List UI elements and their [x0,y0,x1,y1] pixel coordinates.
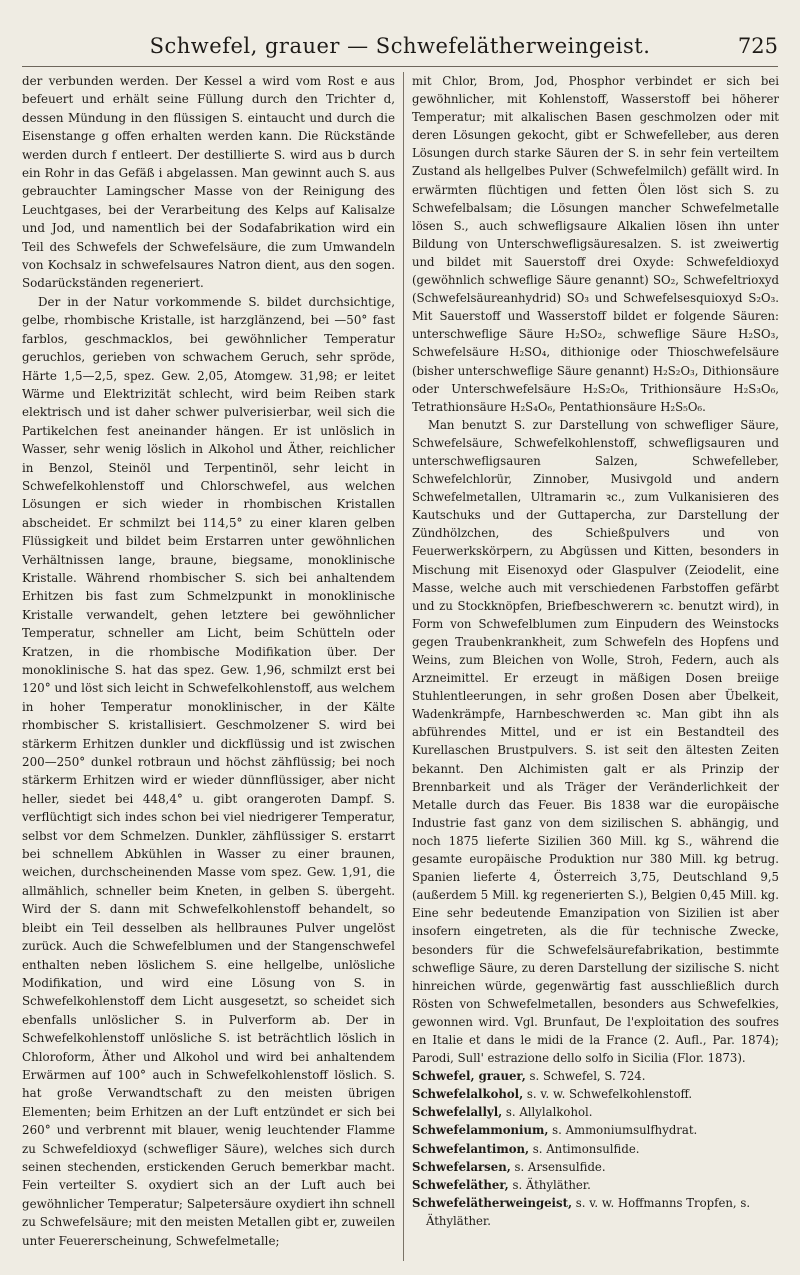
paragraph: der verbunden werden. Der Kessel a wird vom Rost e aus befeuert und erhält seine Füllung durch den Trichter d, dessen Mündung in den flüssigen S. eintaucht und durch die Eisenstange g offen erhalten werden kann. Die Rückstände werden durch f entleert. Der destillierte S. wird aus b durch ein Rohr in das Gefäß i abgelassen. Man gewinnt auch S. aus gebrauchter Lamingscher Masse von der Reinigung des Leuchtgases, bei der Verarbeitung des Kelps auf Kalisalze und Jod, und namentlich bei der Sodafabrikation wird ein Teil des Schwefels der Schwefelsäure, die zum Umwandeln von Kochsalz in schwefelsaures Natron dient, aus den sogen. Sodarückständen regeneriert. [22,74,395,291]
dictionary-entry [412,1140,779,1158]
entry-term: Schwefelalkohol, [412,1087,524,1102]
paragraph: Man benutzt S. zur Darstellung von schwefliger Säure, Schwefelsäure, Schwefelkohlenstoff, schwefligsauren und unterschwefligsauren Salzen, Schwefelleber, Schwefelchlorür, Zinnober, Musivgold und andern Schwefelmetallen, Ultramarin ꝛc., zum Vulkanisieren des Kautschuks und der Guttapercha, zur Darstellung der Zündhölzchen, des Schießpulvers und von Feuerwerkskörpern, zu Abgüssen und Kitten, besonders in Mischung mit Eisenoxyd oder Glaspulver (Zeiodelit, eine Masse, welche auch mit verschiedenen Farbstoffen gefärbt und zu Stockknöpfen, Briefbeschwerern ꝛc. benutzt wird), in Form von Schwefelblumen zum Einpudern des Weinstocks gegen Traubenkrankheit, zum Schwefeln des Hopfens und Weins, zum Bleichen von Wolle, Stroh, Federn, auch als Arzneimittel. Er erzeugt in mäßigen Dosen breiige Stuhlentleerungen, in sehr großen Dosen aber Übelkeit, Wadenkrämpfe, Harnbeschwerden ꝛc. Man gibt ihn als abführendes Mittel, und er ist ein Bestandteil des Kurellaschen Brustpulvers. S. ist seit den ältesten Zeiten bekannt. Den Alchimisten galt er als Prinzip der Brennbarkeit und als Träger der Veränderlichkeit der Metalle durch das Feuer. Bis 1838 war die europäische Industrie fast ganz von dem sizilischen S. abhängig, und noch 1875 lieferte Sizilien 360 Mill. kg S., während die gesamte europäische Produktion nur 380 Mill. kg betrug. Spanien lieferte 4, Österreich 3,75, Deutschland 9,5 (außerdem 5 Mill. kg regenerierten S.), Belgien 0,45 Mill. kg. Eine sehr bedeutende Emanzipation von Sizilien ist aber insofern eingetreten, als die für technische Zwecke, besonders für die Schwefelsäurefabrikation, bestimmte schweflige Säure, zu deren Darstellung der sizilische S. nicht hinreichen würde, gegenwärtig fast ausschließlich durch Rösten von Schwefelmetallen, besonders aus Schwefelkies, gewonnen wird. Vgl. Brunfaut, De l'exploitation des soufres en Italie et dans le midi de la France (2. Aufl., Par. 1874); Parodi, Sull' estrazione dello solfo in Sicilia (Flor. 1873). [412,417,779,1066]
entry-term: Schwefelammonium, [412,1123,549,1138]
dictionary-entry [412,1103,779,1121]
entry-term: Schwefelantimon, [412,1141,530,1156]
dictionary-entry [412,1158,779,1176]
dictionary-entry [412,1194,779,1230]
entry-text: s. Allylalkohol. [502,1105,593,1120]
entry-term: Schwefel, grauer, [412,1069,526,1084]
dictionary-entry [412,1121,779,1139]
entry-text: s. Ammoniumsulfhydrat. [548,1123,698,1138]
entry-term: Schwefelarsen, [412,1159,511,1174]
entry-text: s. v. w. Schwefelkohlenstoff. [523,1087,693,1102]
entry-term: Schwefeläther, [412,1177,509,1192]
entry-text: s. Schwefel, S. 724. [525,1069,646,1084]
entry-text: s. Äthyläther. [508,1177,591,1192]
dictionary-entry [412,1067,779,1085]
entry-text: s. Antimonsulfide. [529,1141,640,1156]
dictionary-entry [412,1085,779,1103]
entry-text: s. Arsensulfide. [510,1159,606,1174]
column-divider [403,72,404,1261]
left-column [22,72,395,1267]
entry-term: Schwefelallyl, [412,1105,503,1120]
entry-term: Schwefelätherweingeist, [412,1195,573,1210]
paragraph: mit Chlor, Brom, Jod, Phosphor verbindet er sich bei gewöhnlicher, mit Kohlenstoff, Wasserstoff bei höherer Temperatur; mit alkalischen Basen geschmolzen oder mit deren Lösungen gekocht, gibt er Schwefelleber, aus deren Lösungen durch starke Säuren der S. in sehr fein verteiltem Zustand als hellgelbes Pulver (Schwefelmilch) gefällt wird. In erwärmten flüchtigen und fetten Ölen löst sich S. zu Schwefelbalsam; die Lösungen mancher Schwefelmetalle lösen S., auch schwefligsaure Alkalien lösen ihn unter Bildung von Unterschwefligsäuresalzen. S. ist zweiwertig und bildet mit Sauerstoff drei Oxyde: Schwefeldioxyd (gewöhnlich schweflige Säure genannt) SO₂, Schwefeltrioxyd (Schwefelsäureanhydrid) SO₃ und Schwefelsesquioxyd S₂O₃. Mit Sauerstoff und Wasserstoff bildet er folgende Säuren: unterschweflige Säure H₂SO₂, schweflige Säure H₂SO₃, Schwefelsäure H₂SO₄, dithionige oder Thioschwefelsäure (bisher unterschweflige Säure genannt) H₂S₂O₃, Dithionsäure oder Unterschwefelsäure H₂S₂O₆, Trithionsäure H₂S₃O₆, Tetrathionsäure H₂S₄O₆, Pentathionsäure H₂S₅O₆. [412,74,779,414]
entry-text: s. v. w. Hoffmanns Tropfen, s. Äthyläther. [426,1195,751,1228]
right-column [412,72,779,1267]
page-header [22,26,778,67]
running-head: Schwefel, grauer — Schwefelätherweingeist. [149,34,651,58]
page-number: 725 [737,34,778,58]
paragraph: Der in der Natur vorkommende S. bildet durchsichtige, gelbe, rhombische Kristalle, ist harzglänzend, bei —50° fast farblos, geschmacklos, bei gewöhnlicher Temperatur geruchlos, gerieben von schwachem Geruch, sehr spröde, Härte 1,5—2,5, spez. Gew. 2,05, Atomgew. 31,98; er leitet Wärme und Elektrizität schlecht, wird beim Reiben stark elektrisch und ist daher schwer pulverisierbar, weil sich die Partikelchen fest aneinander hängen. Er ist unlöslich in Wasser, sehr wenig löslich in Alkohol und Äther, reichlicher in Benzol, Steinöl und Terpentinöl, sehr leicht in Schwefelkohlenstoff und Chlorschwefel, aus welchen Lösungen er sich wieder in rhombischen Kristallen abscheidet. Er schmilzt bei 114,5° zu einer klaren gelben Flüssigkeit und bildet beim Erstarren unter gewöhnlichen Verhältnissen lange, braune, biegsame, monoklinische Kristalle. Während rhombischer S. sich bei anhaltendem Erhitzen bis fast zum Schmelzpunkt in monoklinische Kristalle verwandelt, gehen letztere bei gewöhnlicher Temperatur, schneller am Licht, beim Schütteln oder Kratzen, in die rhombische Modifikation über. Der monoklinische S. hat das spez. Gew. 1,96, schmilzt erst bei 120° und löst sich leicht in Schwefelkohlenstoff, aus welchem in hoher Temperatur monoklinischer, in der Kälte rhombischer S. kristallisiert. Geschmolzener S. wird bei stärkerm Erhitzen dunkler und dickflüssig und ist zwischen 200—250° dunkel rotbraun und höchst zähflüssig; bei noch stärkerm Erhitzen wird er wieder dünnflüssiger, aber nicht heller, siedet bei 448,4° u. gibt orangeroten Dampf. S. verflüchtigt sich indes schon bei viel niedrigerer Temperatur, selbst vor dem Schmelzen. Dunkler, zähflüssiger S. erstarrt bei schnellem Abkühlen in Wasser zu einer braunen, weichen, durchscheinenden Masse vom spez. Gew. 1,91, die allmählich, schneller beim Kneten, in gelben S. übergeht. Wird der S. dann mit Schwefelkohlenstoff behandelt, so bleibt ein Teil desselben als hellbraunes Pulver ungelöst zurück. Auch die Schwefelblumen und der Stangenschwefel enthalten neben löslichem S. eine hellgelbe, unlösliche Modifikation, und wird eine Lösung von S. in Schwefelkohlenstoff dem Licht ausgesetzt, so scheidet sich ebenfalls unlöslicher S. in Pulverform ab. Der in Schwefelkohlenstoff unlösliche S. ist beträchtlich löslich in Chloroform, Äther und Alkohol und wird bei anhaltendem Erwärmen auf 100° auch in Schwefelkohlenstoff löslich. S. hat große Verwandtschaft zu den meisten übrigen Elementen; beim Erhitzen an der Luft entzündet er sich bei 260° und verbrennt mit blauer, wenig leuchtender Flamme zu Schwefeldioxyd (schwefliger Säure), welches sich durch seinen stechenden, erstickenden Geruch bemerkbar macht. Fein verteilter S. oxydiert sich an der Luft auch bei gewöhnlicher Temperatur; Salpetersäure oxydiert ihn schnell zu Schwefelsäure; mit den meisten Metallen gibt er, zuweilen unter Feuererscheinung, Schwefelmetalle; [22,294,395,1248]
dictionary-entry [412,1176,779,1194]
entry-list [412,1067,779,1230]
